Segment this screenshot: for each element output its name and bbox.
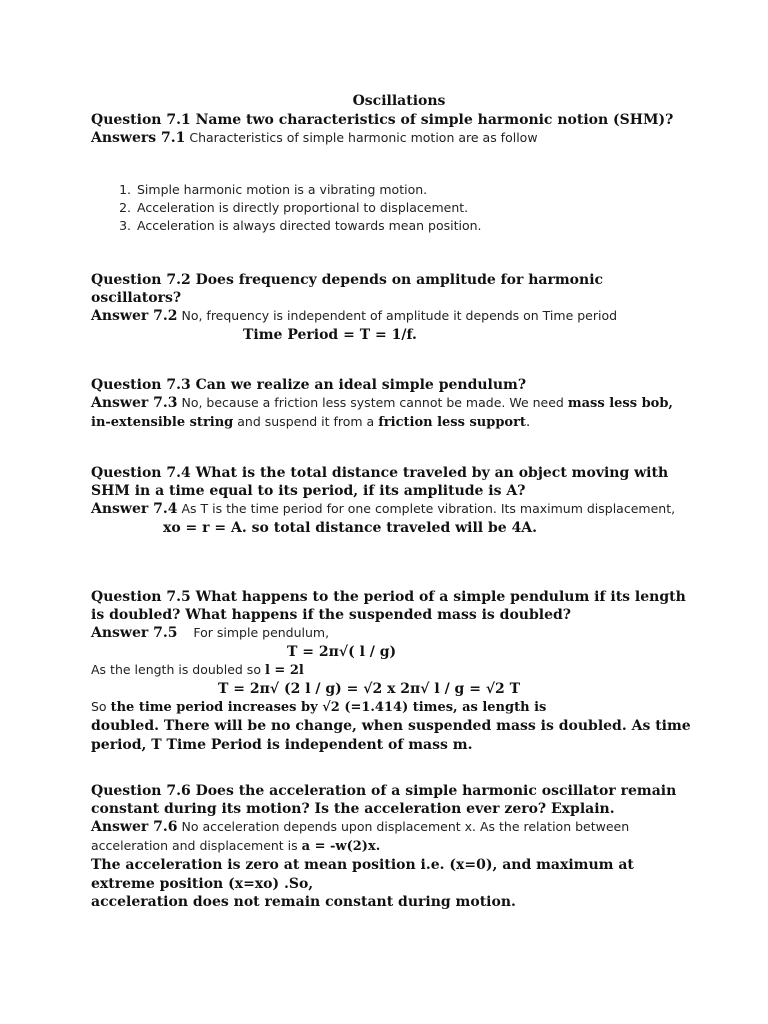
answer-label: Answers 7.1	[91, 130, 186, 146]
answer-line-5: doubled. There will be no change, when suspended mass is doubled. As time period, T Time Period is independent of mass m.	[91, 718, 691, 753]
answer-label: Answer 7.4	[91, 501, 178, 517]
answer-text	[91, 129, 691, 148]
answer-label: Answer 7.5	[91, 625, 178, 641]
page-title: Oscillations	[352, 93, 446, 109]
equation-2: T = 2π√ (2 l / g) = √2 x 2π√ l / g = √2 T	[218, 681, 521, 697]
question-7-6	[91, 782, 691, 912]
equation: Time Period = T = 1/f.	[243, 327, 417, 343]
question-text: Question 7.6 Does the acceleration of a simple harmonic oscillator remain constant during its motion? Is the acceleration ever zero? Explain.	[91, 783, 677, 817]
characteristics-list	[91, 181, 691, 235]
answer-line-4	[91, 698, 691, 717]
question-7-1	[91, 111, 691, 148]
answer-line-2: The acceleration is zero at mean position i.e. (x=0), and maximum at extreme position (x=xo) .So,	[91, 857, 634, 892]
question-7-3	[91, 376, 691, 432]
question-text: Question 7.4 What is the total distance traveled by an object moving with SHM in a time equal to its period, if its amplitude is A?	[91, 465, 669, 499]
answer-label: Answer 7.6	[91, 819, 178, 835]
answer-bold: a = -w(2)x.	[301, 839, 381, 854]
answer-label: Answer 7.3	[91, 395, 178, 411]
answer-body: Characteristics of simple harmonic motion are as follow	[185, 130, 538, 145]
question-7-2	[91, 271, 691, 344]
answer-body: For simple pendulum,	[177, 625, 330, 640]
answer-body: So	[91, 699, 111, 714]
question-text: Question 7.5 What happens to the period of a simple pendulum if its length is doubled? What happens if the suspended mass is doubled?	[91, 589, 686, 623]
answer-text	[91, 500, 691, 519]
answer-end: .	[525, 415, 531, 430]
answer-text	[91, 307, 691, 326]
list-item: 1. Simple harmonic motion is a vibrating motion.	[135, 181, 691, 199]
answer-body-1: No, because a friction less system cannot be made. We need	[177, 395, 568, 410]
answer-text	[91, 624, 691, 643]
question-text: Question 7.3 Can we realize an ideal simple pendulum?	[91, 377, 527, 393]
question-7-4	[91, 464, 691, 537]
answer-text	[91, 818, 691, 856]
list-item: 2. Acceleration is directly proportional to displacement.	[135, 199, 691, 217]
list-item: 3. Acceleration is always directed towards mean position.	[135, 217, 691, 235]
answer-body: No acceleration depends upon displacement x. As the relation between acceleration and displacement is	[91, 819, 630, 853]
answer-bold-1: mass less bob, in-extensible string	[91, 396, 673, 430]
answer-text	[91, 394, 691, 432]
answer-bold-2: friction less support	[378, 415, 526, 430]
question-text: Question 7.1 Name two characteristics of simple harmonic notion (SHM)?	[91, 112, 674, 128]
equation-1: T = 2π√( l / g)	[287, 644, 397, 660]
answer-line-3: acceleration does not remain constant during motion.	[91, 894, 516, 910]
answer-bold: the time period increases by √2 (=1.414) times, as length is	[110, 700, 547, 715]
answer-body: As T is the time period for one complete vibration. Its maximum displacement,	[177, 501, 676, 516]
answer-bold: l = 2l	[264, 663, 304, 678]
question-text: Question 7.2 Does frequency depends on amplitude for harmonic oscillators?	[91, 272, 604, 306]
answer-body-2: and suspend it from a	[233, 414, 379, 429]
answer-line-2	[91, 661, 691, 680]
answer-body: As the length is doubled so	[91, 662, 265, 677]
answer-body: No, frequency is independent of amplitude it depends on Time period	[177, 308, 618, 323]
question-7-5	[91, 588, 691, 754]
equation: xo = r = A. so total distance traveled will be 4A.	[163, 520, 538, 536]
answer-label: Answer 7.2	[91, 308, 178, 324]
